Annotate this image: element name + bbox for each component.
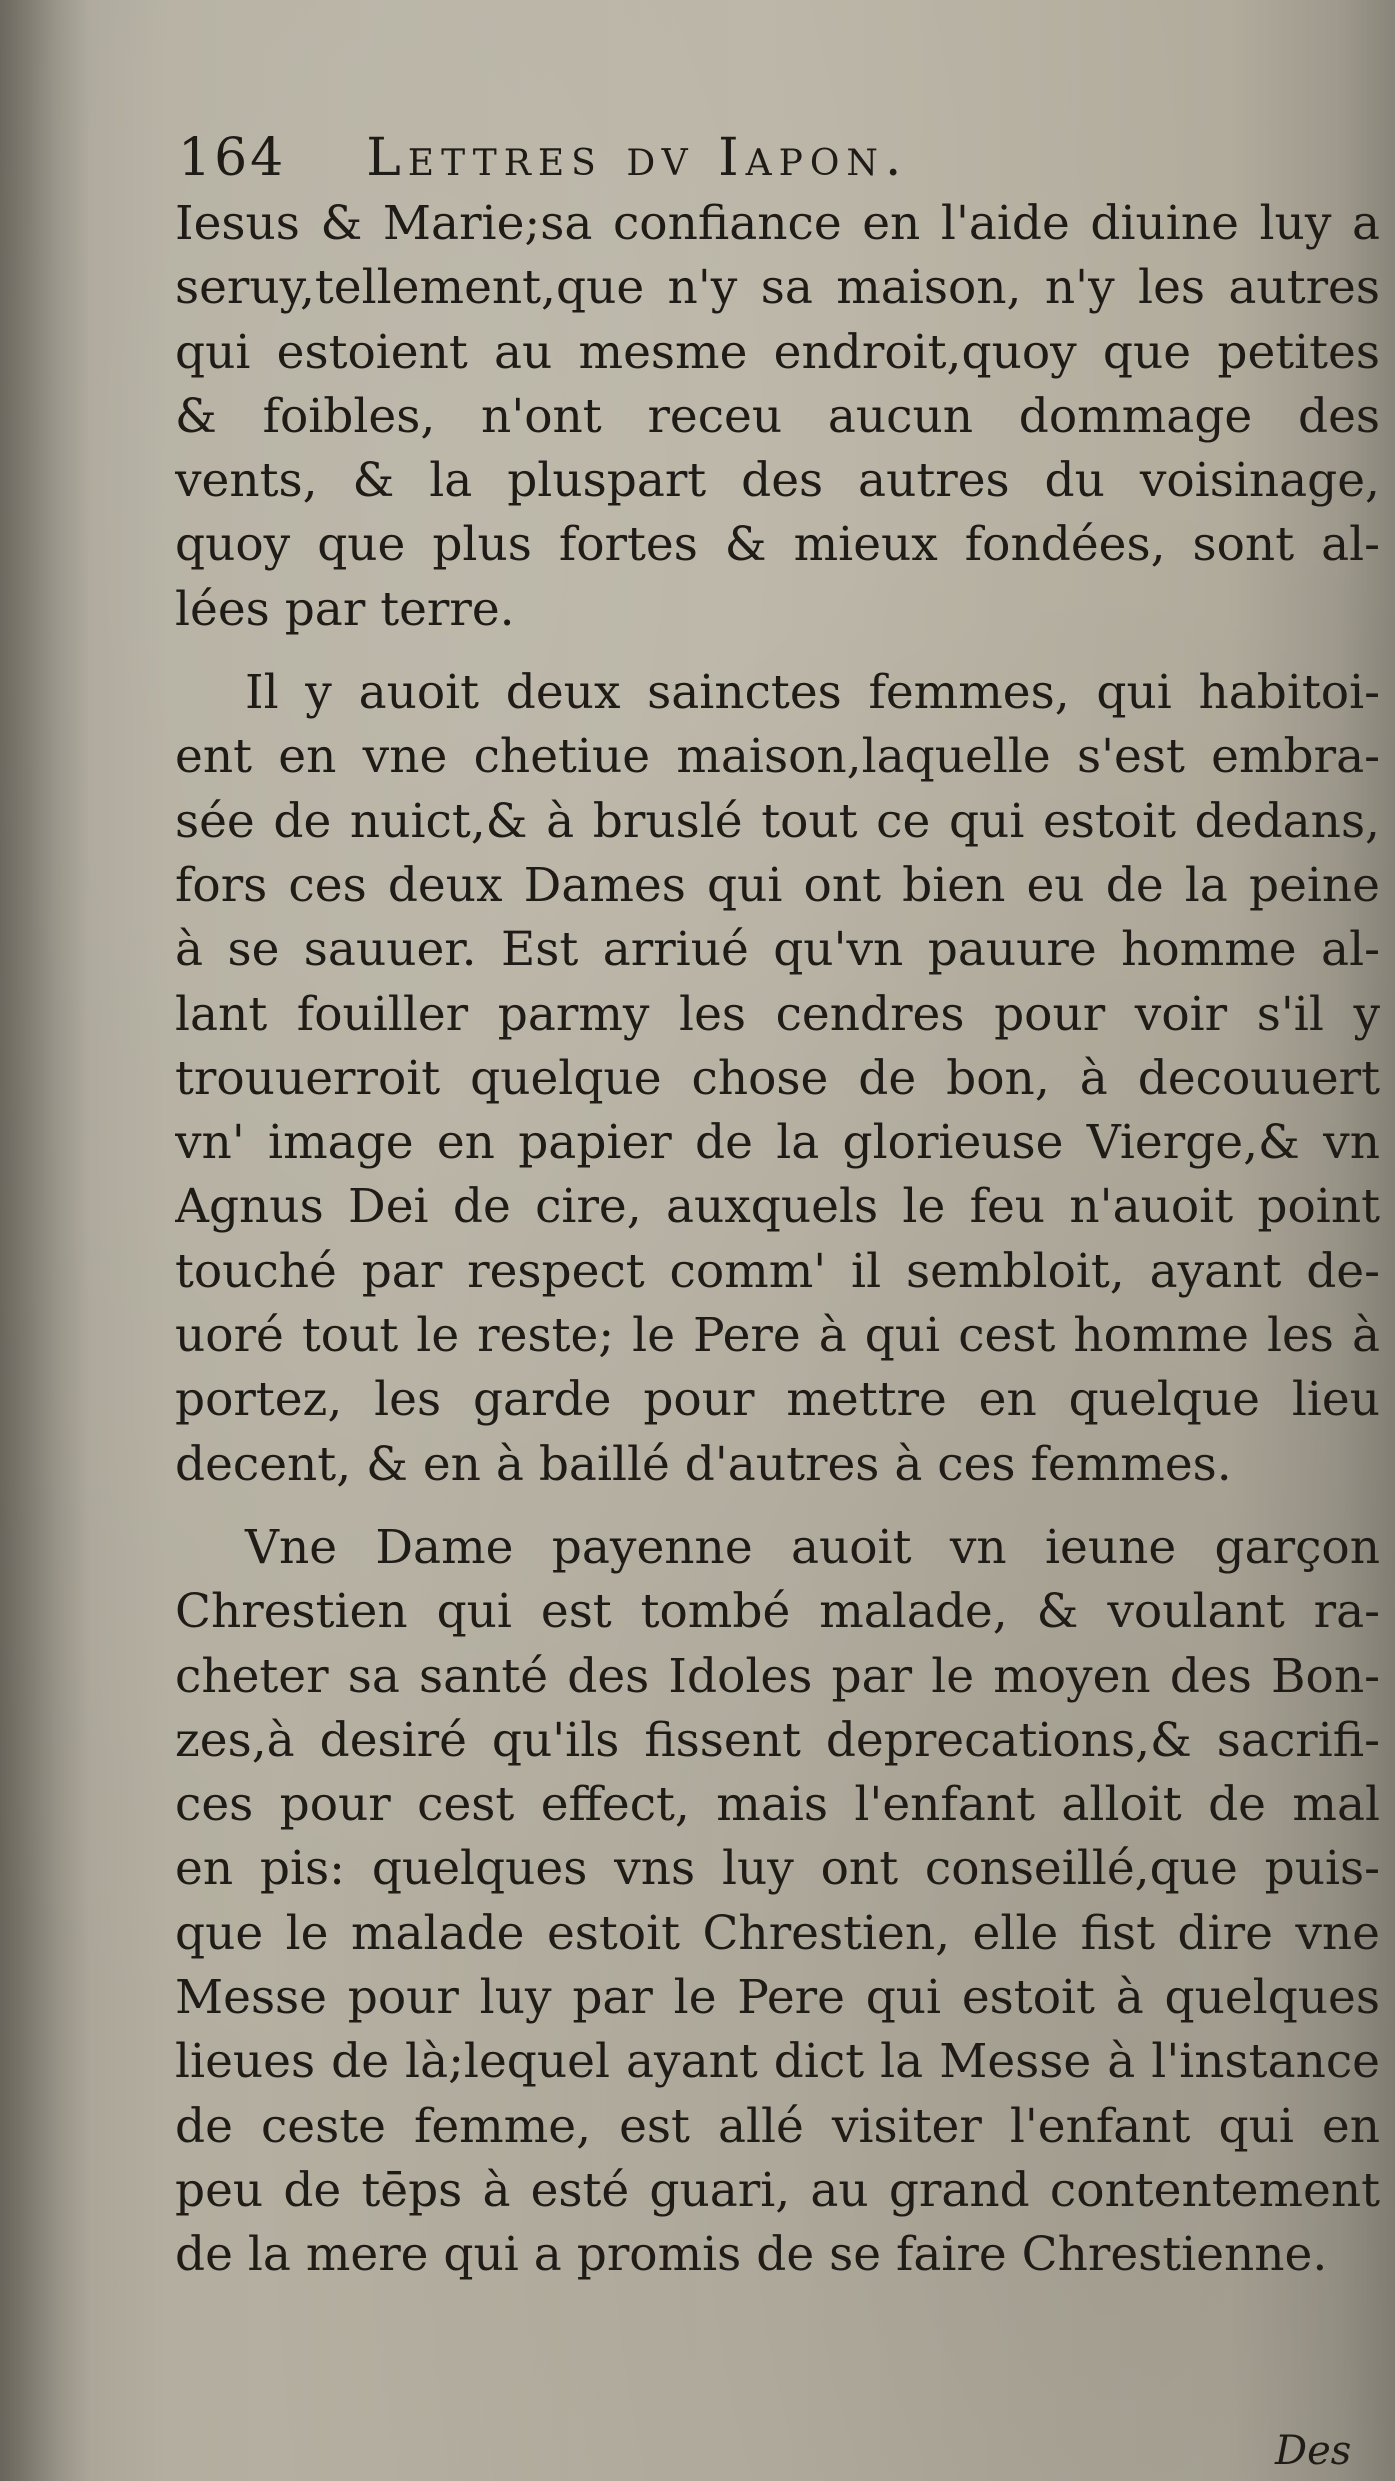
- text-line: Iesus & Marie;sa confiance en l'aide diuine luy a: [175, 196, 1380, 251]
- text-line: de la mere qui a promis de se faire Chrestienne.: [175, 2227, 1328, 2283]
- text-line: de ceste femme, est allé visiter l'enfant qui en: [175, 2098, 1380, 2154]
- paragraph-3: [175, 1516, 1380, 2288]
- text-line: & foibles, n'ont receu aucun dommage des: [175, 388, 1380, 444]
- page-header: [178, 118, 1178, 198]
- catchword: Des: [1275, 2428, 1352, 2474]
- text-line: sée de nuict,& à bruslé tout ce qui estoit dedans,: [175, 793, 1380, 849]
- text-line: seruy,tellement,que n'y sa maison, n'y les autres: [175, 260, 1380, 316]
- text-line: lant fouiller parmy les cendres pour voir s'il y: [175, 986, 1380, 1042]
- text-line: ent en vne chetiue maison,laquelle s'est embra-: [175, 729, 1380, 785]
- text-line: lées par terre.: [175, 581, 515, 637]
- text-line: touché par respect comm' il sembloit, ayant de-: [175, 1243, 1380, 1299]
- text-line: à se sauuer. Est arriué qu'vn pauure homme al-: [175, 922, 1380, 978]
- text-line: portez, les garde pour mettre en quelque lieu: [175, 1372, 1380, 1428]
- body-text: [175, 192, 1380, 2288]
- paragraph-2: [175, 661, 1380, 1497]
- text-line: Agnus Dei de cire, auxquels le feu n'auoit point: [175, 1179, 1380, 1235]
- text-line: lieues de là;lequel ayant dict la Messe à l'instance: [175, 2034, 1380, 2090]
- text-line: qui estoient au mesme endroit,quoy que petites: [175, 324, 1380, 380]
- binding-shadow: [0, 0, 90, 2481]
- text-line: trouuerroit quelque chose de bon, à decouuert: [175, 1050, 1380, 1106]
- text-line: vn' image en papier de la glorieuse Vierge,& vn: [175, 1115, 1380, 1171]
- text-line: vents, & la pluspart des autres du voisinage,: [175, 453, 1380, 509]
- text-line: Vne Dame payenne auoit vn ieune garçon: [245, 1519, 1380, 1575]
- text-line: que le malade estoit Chrestien, elle fist dire vne: [175, 1905, 1380, 1961]
- text-line: ces pour cest effect, mais l'enfant alloit de mal: [175, 1777, 1380, 1833]
- page-number: 164: [178, 128, 287, 188]
- text-line: Chrestien qui est tombé malade, & voulant ra-: [175, 1584, 1380, 1640]
- text-line: en pis: quelques vns luy ont conseillé,que puis-: [175, 1841, 1380, 1897]
- running-title: Lettres dv Iapon.: [366, 128, 909, 188]
- text-line: decent, & en à baillé d'autres à ces femmes.: [175, 1436, 1232, 1492]
- text-line: fors ces deux Dames qui ont bien eu de la peine: [175, 857, 1380, 913]
- text-line: quoy que plus fortes & mieux fondées, sont al-: [175, 517, 1380, 573]
- text-line: peu de tēps à esté guari, au grand contentement: [175, 2162, 1380, 2218]
- text-line: Messe pour luy par le Pere qui estoit à quelques: [175, 1970, 1380, 2026]
- text-line: Il y auoit deux sainctes femmes, qui habitoi-: [245, 665, 1380, 721]
- text-line: cheter sa santé des Idoles par le moyen des Bon-: [175, 1648, 1380, 1704]
- text-line: uoré tout le reste; le Pere à qui cest homme les à: [175, 1308, 1380, 1364]
- paragraph-1: [175, 192, 1380, 642]
- text-line: zes,à desiré qu'ils fissent deprecations,& sacrifi-: [175, 1712, 1380, 1768]
